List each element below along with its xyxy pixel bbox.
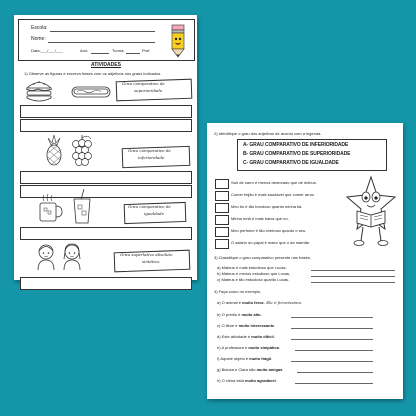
activities-title: ATIVIDADES xyxy=(91,62,121,68)
q4-item-suffix: . xyxy=(273,334,275,339)
q4-answer-f[interactable] xyxy=(291,361,373,362)
grade-item-5: Meu perfume é tão cheiroso quanto o seu. xyxy=(231,228,307,233)
q3-item-b: b) Mateus é menos estudioso que Lucas. xyxy=(217,271,291,276)
q4-item-prefix: b) O prédio é xyxy=(217,312,242,317)
question-3: 3) Classifique o grau comparativo presente nas frases. xyxy=(214,255,311,260)
q4-item-c xyxy=(217,324,275,328)
grade-item-3: Meu tio é tão bondoso quanto minha tia. xyxy=(231,204,303,209)
q4-answer-b[interactable] xyxy=(291,317,373,318)
answer-row-2[interactable] xyxy=(20,119,192,132)
girls-illustration-icon xyxy=(30,243,90,271)
grade-label-2b: inferioridade xyxy=(138,155,165,160)
nome-line xyxy=(48,42,155,43)
legend-a: A- GRAU COMPARATIVO DE INFERIORIDADE xyxy=(243,142,349,148)
grade-item-2: Comer feijão é mais saudável que comer arroz. xyxy=(231,192,316,197)
burger-icon xyxy=(24,77,54,103)
q4-item-bold: muito alto xyxy=(241,312,261,317)
grade-item-box-2[interactable] xyxy=(215,191,229,201)
grade-label-1a: Grau comparativo de xyxy=(122,81,165,86)
q4-item-suffix: . xyxy=(278,345,280,350)
q4-example-answer: . Ele é ferocíssimo. xyxy=(263,300,303,305)
q4-item-e xyxy=(217,346,280,350)
q4-item-h xyxy=(217,379,277,383)
q4-answer-g[interactable] xyxy=(297,372,373,373)
grade-label-1b: superioridade xyxy=(134,88,163,93)
q4-example-prefix: a) O animal é xyxy=(217,300,243,305)
grade-label-2a: Grau comparativo de xyxy=(128,148,171,153)
q4-item-prefix: f) Aquele objeto é xyxy=(217,356,250,361)
q3-item-a: a) Mateus é mais estudioso que Lucas. xyxy=(217,265,287,270)
hot-drink-icon xyxy=(36,193,64,225)
q4-item-prefix: c) O filme é xyxy=(217,323,239,328)
q4-answer-e[interactable] xyxy=(295,350,373,351)
ano-label: Ano: xyxy=(80,48,89,53)
q4-item-d xyxy=(217,335,275,339)
grade-item-box-6[interactable] xyxy=(215,239,229,249)
escola-label: Escola: xyxy=(31,25,48,31)
q4-item-b xyxy=(217,313,262,317)
worksheet-page-2 xyxy=(207,123,403,399)
answer-row-5[interactable] xyxy=(20,227,192,240)
legend-b: B- GRAU COMPARATIVO DE SUPERIORIDADE xyxy=(243,151,351,157)
q4-item-suffix: . xyxy=(271,356,273,361)
q4-answer-d[interactable] xyxy=(291,339,373,340)
answer-row-3[interactable] xyxy=(20,171,192,184)
turma-label: Turma: xyxy=(112,48,125,53)
q4-answer-h[interactable] xyxy=(295,383,373,384)
q4-item-prefix: e) A professora é xyxy=(217,345,249,350)
q4-item-bold: muito agradável xyxy=(245,378,276,383)
hotdog-icon xyxy=(70,83,112,101)
legend-c: C- GRAU COMPARATIVO DE IGUALDADE xyxy=(243,160,339,166)
q4-item-bold: muito simpática xyxy=(248,345,279,350)
grade-item-6: O salário do papai é maior que o da mamãe. xyxy=(231,240,311,245)
q4-item-prefix: g) Bianca e Clara são xyxy=(217,367,257,372)
question-4: 4) Faça como no exemplo. xyxy=(214,289,262,294)
q4-item-bold: muito amigas xyxy=(256,367,283,372)
grade-item-4: Minha irmã é mais baixa que eu. xyxy=(231,216,289,221)
star-reading-book-icon xyxy=(345,175,397,249)
grade-item-box-3[interactable] xyxy=(215,203,229,213)
grade-item-box-1[interactable] xyxy=(215,179,229,189)
q4-item-g xyxy=(217,368,284,372)
q4-item-suffix: . xyxy=(274,323,276,328)
q4-item-suffix: . xyxy=(282,367,284,372)
q4-item-suffix: . xyxy=(260,312,262,317)
grade-label-4b: sintético xyxy=(142,259,160,264)
q4-item-bold: muito difícil xyxy=(251,334,274,339)
q3-answer-b[interactable] xyxy=(311,276,395,277)
q4-item-f xyxy=(217,357,272,361)
grade-label-4a: Grau superlativo absoluto xyxy=(120,252,173,257)
data-label: Data:___/___/___ xyxy=(31,48,63,53)
ano-line xyxy=(91,53,109,54)
q4-item-prefix: h) O clima está xyxy=(217,378,246,383)
q3-item-c: c) Mateus é tão estudioso quanto Lucas. xyxy=(217,277,290,282)
q4-item-suffix: . xyxy=(275,378,277,383)
pencil-mascot-icon xyxy=(167,23,189,59)
prof-label: Prof. xyxy=(142,48,151,53)
q4-item-bold: muito frágil xyxy=(249,356,272,361)
grade-label-3b: igualdade xyxy=(144,211,164,216)
escola-line xyxy=(50,31,155,32)
q4-example-bold: muito feroz xyxy=(242,300,264,305)
nome-label: Nome: xyxy=(31,36,46,42)
grade-item-box-4[interactable] xyxy=(215,215,229,225)
q4-answer-c[interactable] xyxy=(291,328,373,329)
turma-line xyxy=(126,53,140,54)
answer-row-1[interactable] xyxy=(20,105,192,118)
q3-answer-c[interactable] xyxy=(311,282,395,283)
grapes-icon xyxy=(70,135,94,169)
cold-drink-icon xyxy=(70,189,94,225)
q4-example xyxy=(217,301,302,305)
grade-item-box-5[interactable] xyxy=(215,227,229,237)
grade-label-3a: Grau comparativo de xyxy=(128,204,171,209)
q4-item-bold: muito interessante xyxy=(238,323,275,328)
worksheet-page-1 xyxy=(14,15,197,280)
answer-row-6[interactable] xyxy=(20,277,192,290)
instruction-1: 1) Observe as figuras e escreva frases com os adjetivos nos graus indicados. xyxy=(24,71,162,76)
q4-item-prefix: d) Este atividade é xyxy=(217,334,252,339)
grade-item-1: Sair de carro é menos demorado que de ônibus. xyxy=(231,180,317,185)
q3-answer-a[interactable] xyxy=(311,270,395,271)
question-2: 2) Identifique o grau dos adjetivos de acordo com a legenda. xyxy=(214,131,322,136)
pineapple-icon xyxy=(44,135,64,167)
